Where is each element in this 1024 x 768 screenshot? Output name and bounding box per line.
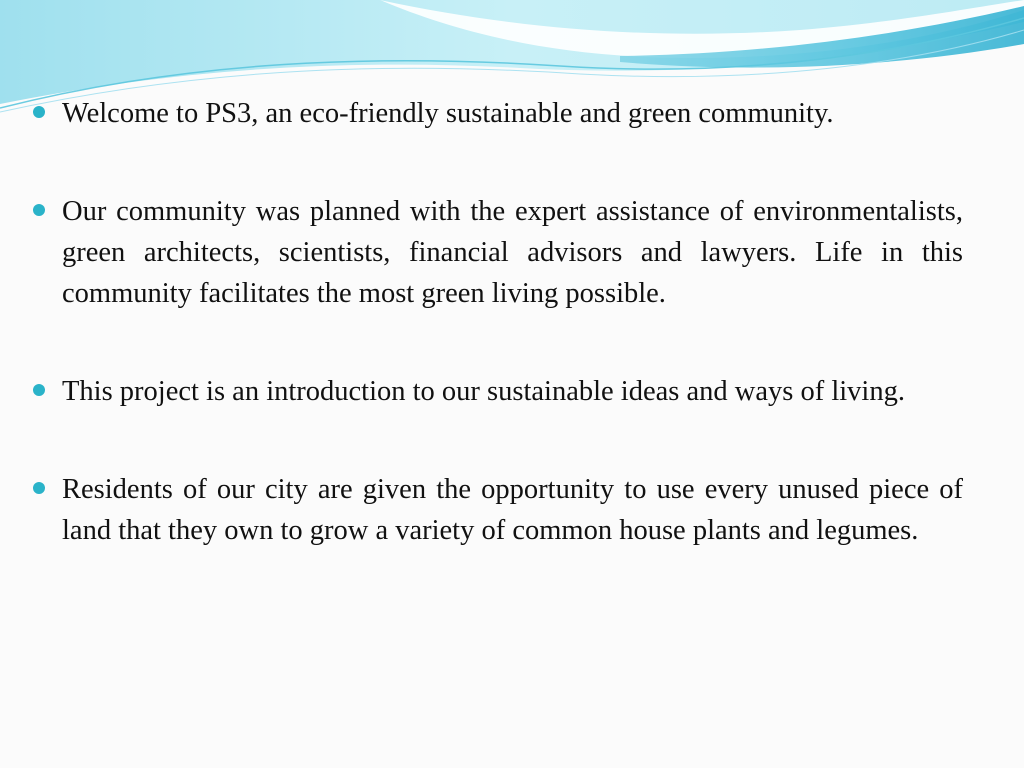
bullet-text: Our community was planned with the expert assistance of environmentalists, green architects, scientists, financial advisors and lawyers. Life in this community facilitates the most green living possible.: [62, 196, 963, 309]
bullet-dot-icon: [33, 106, 45, 118]
bullet-dot-icon: [33, 204, 45, 216]
bullet-text: Welcome to PS3, an eco-friendly sustainable and green community.: [62, 98, 834, 129]
bullet-dot-icon: [33, 482, 45, 494]
bullet-text: Residents of our city are given the opportunity to use every unused piece of land that they own to grow a variety of common house plants and legumes.: [62, 474, 963, 546]
bullet-item: [30, 191, 963, 314]
bullet-text: This project is an introduction to our sustainable ideas and ways of living.: [62, 376, 905, 407]
bullet-item: [30, 93, 963, 134]
bullet-list: [30, 93, 963, 608]
bullet-item: [30, 469, 963, 551]
bullet-dot-icon: [33, 384, 45, 396]
bullet-item: [30, 371, 963, 412]
